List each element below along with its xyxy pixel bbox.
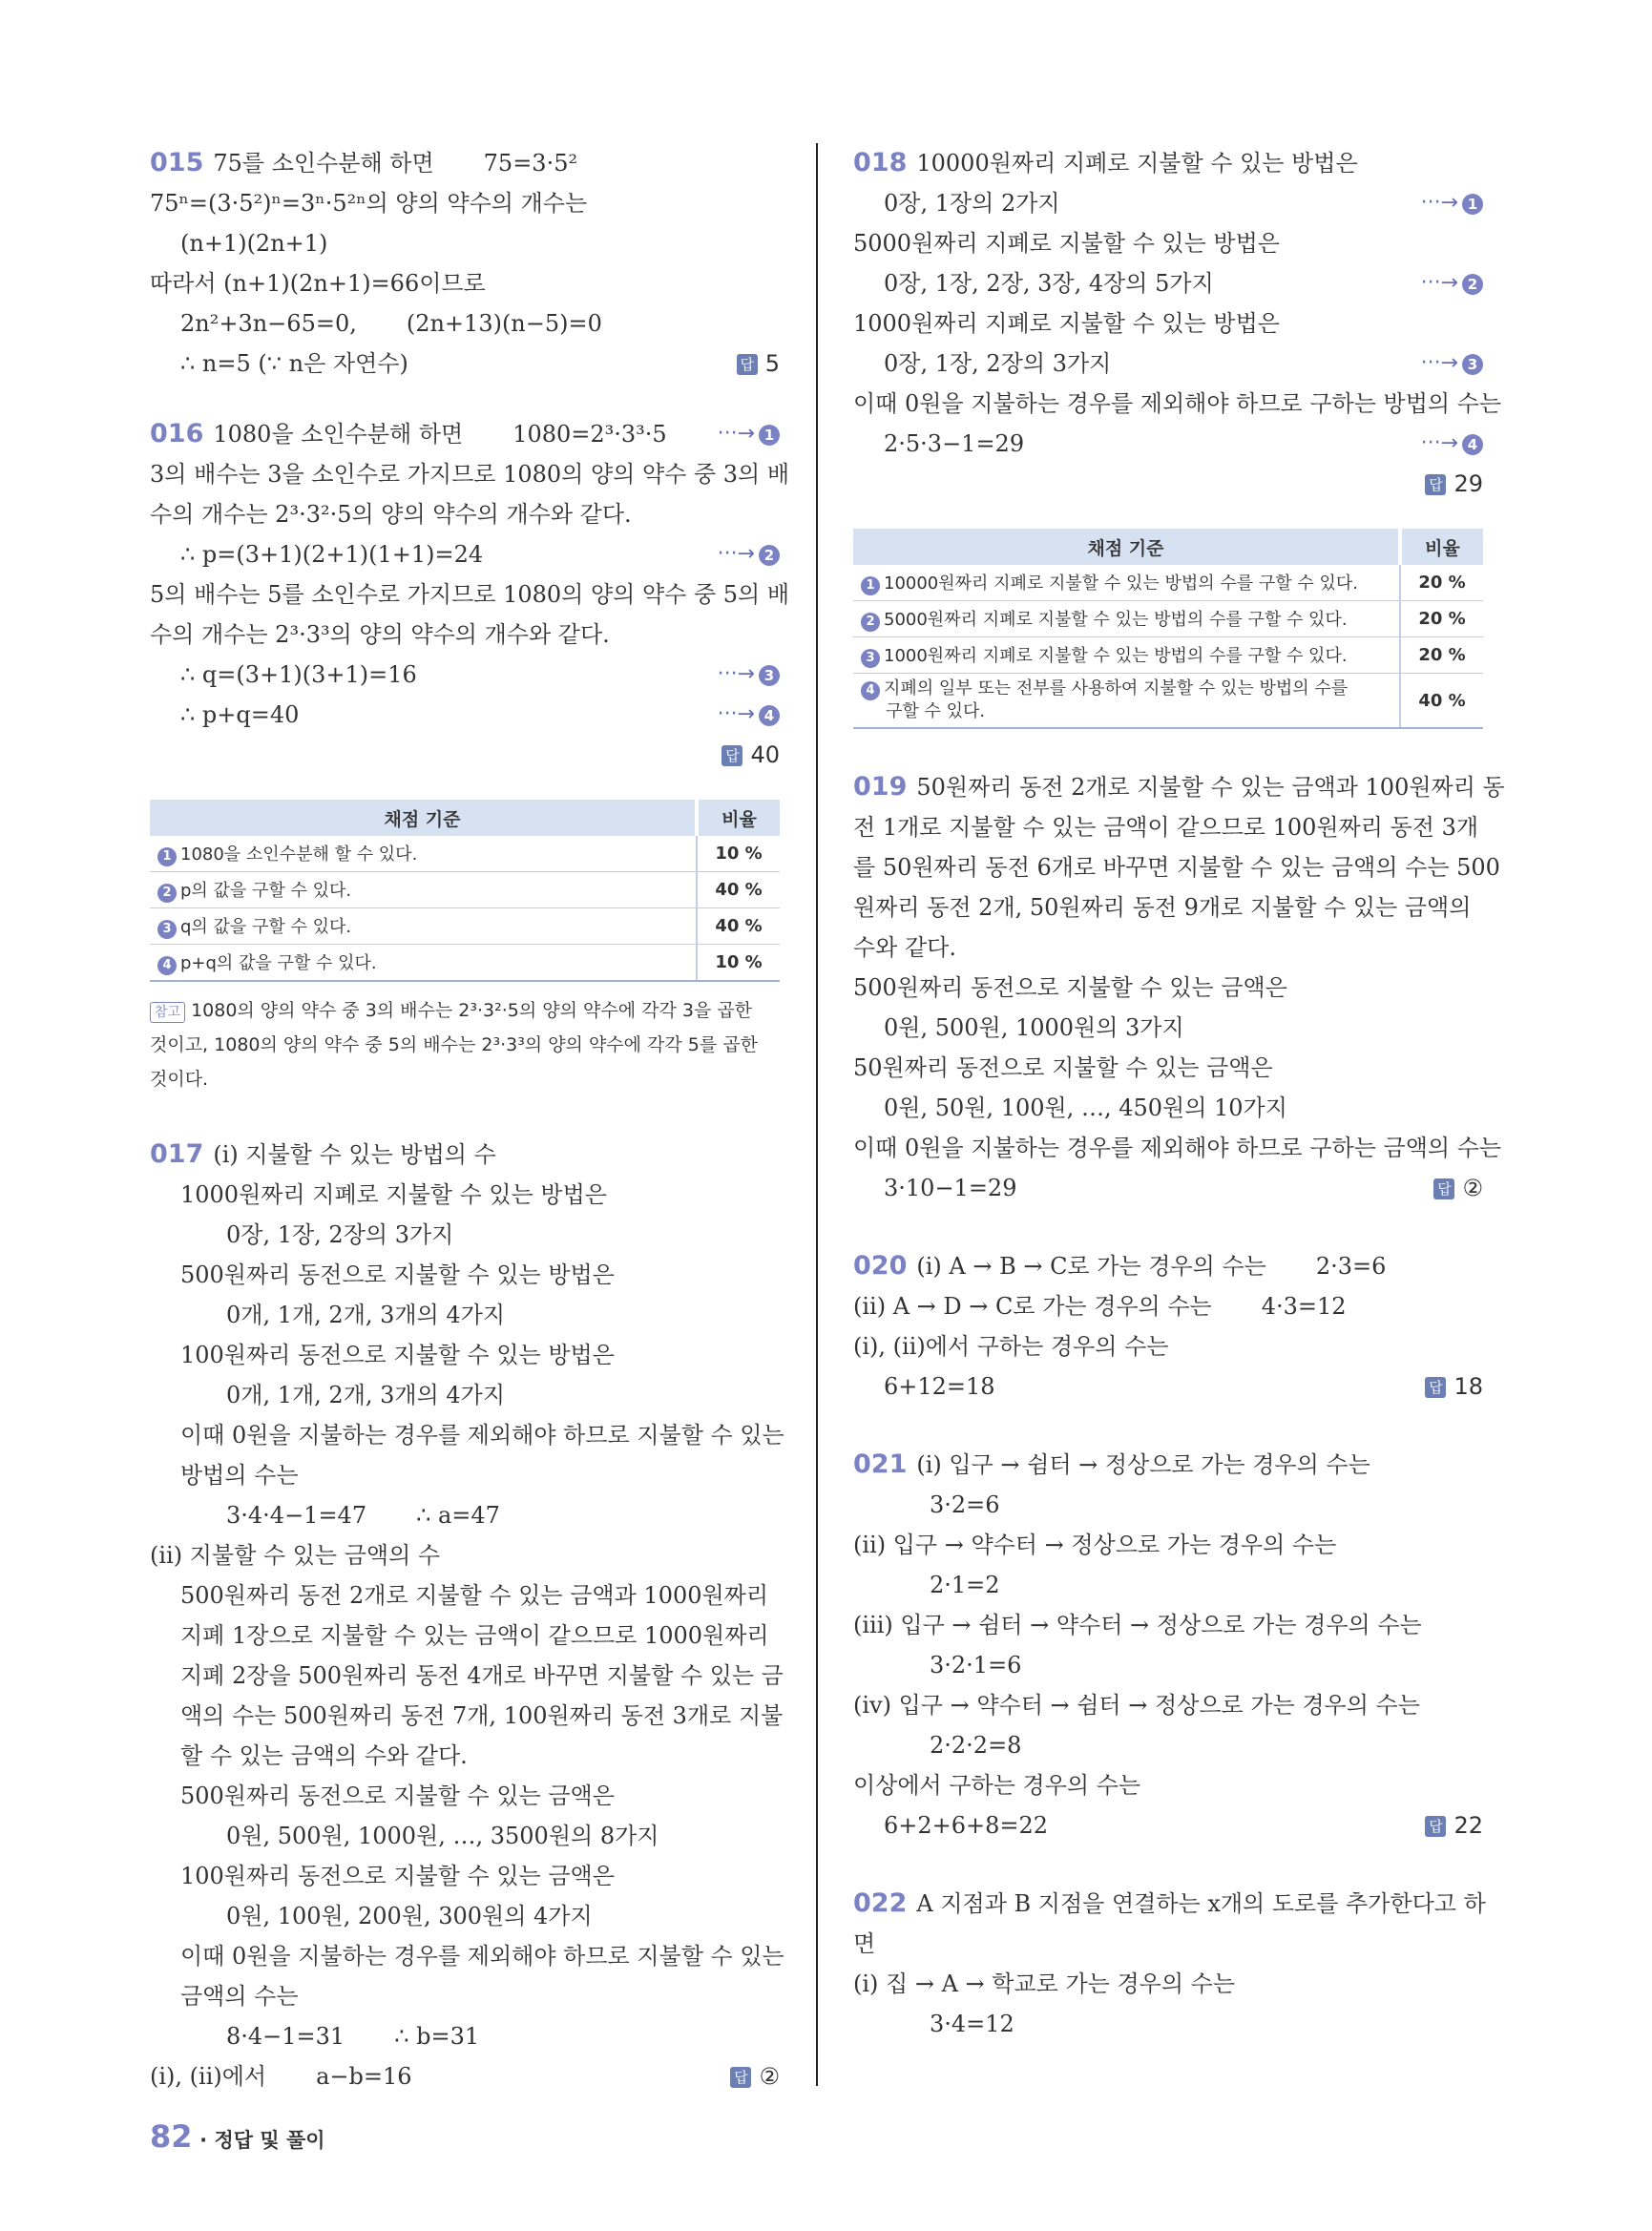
- reference-note: 참고 1080의 양의 약수 중 3의 배수는 2³·3²·5의 양의 약수에 각각 3을 곱한 것이고, 1080의 양의 약수 중 5의 배수는 2³·3³의 양의 약수에 각각 5를 곱한 것이다.: [150, 1000, 758, 1090]
- conclusion: ∴ b=31: [394, 2023, 480, 2050]
- text-line: 이상에서 구하는 경우의 수는: [853, 1772, 1141, 1799]
- text-line: (ⅰ) 집 → A → 학교로 가는 경우의 수는: [853, 1970, 1236, 1997]
- table-row: 1 10000원짜리 지폐로 지불할 수 있는 방법의 수를 구할 수 있다. 20 %: [853, 565, 1483, 601]
- text-line: 지폐 2장을 500원짜리 동전 4개로 바꾸면 지불할 수 있는 금: [180, 1662, 784, 1689]
- equation: ∴ p=(3+1)(2+1)(1+1)=24: [180, 541, 484, 568]
- text-line: 0원, 50원, 100원, …, 450원의 10가지: [884, 1095, 1287, 1121]
- text-line: 액의 수는 500원짜리 동전 7개, 100원짜리 동전 3개로 지불: [180, 1702, 784, 1729]
- table-row: 2 p의 값을 구할 수 있다. 40 %: [150, 872, 780, 908]
- table-header: 비율: [1400, 529, 1483, 565]
- text-line: 0장, 1장, 2장의 3가지: [226, 1221, 454, 1248]
- text-line: (ⅱ) A → D → C로 가는 경우의 수는: [853, 1293, 1212, 1320]
- step-marker-3: ···→ 3: [1421, 344, 1483, 384]
- text-line: 수의 개수는 2³·3²·5의 양의 약수의 개수와 같다.: [150, 501, 632, 528]
- text-line: (ⅰ), (ⅱ)에서: [150, 2063, 267, 2090]
- problem-015: [150, 143, 780, 384]
- equation: ∴ q=(3+1)(3+1)=16: [180, 661, 417, 688]
- step-marker-4: ···→ 4: [1421, 424, 1483, 464]
- text-line: 500원짜리 동전으로 지불할 수 있는 금액은: [180, 1783, 615, 1809]
- answer: 답 29: [1425, 464, 1483, 504]
- text-line: (ⅱ) 입구 → 약수터 → 정상으로 가는 경우의 수는: [853, 1532, 1337, 1558]
- text-line: 할 수 있는 금액의 수와 같다.: [180, 1742, 468, 1769]
- text-line: (ⅰ) 입구 → 쉼터 → 정상으로 가는 경우의 수는: [916, 1451, 1370, 1478]
- text-line: A 지점과 B 지점을 연결하는 x개의 도로를 추가한다고 하: [916, 1890, 1486, 1917]
- text-line: 금액의 수는: [180, 1983, 299, 2010]
- answer: 답 22: [1425, 1805, 1483, 1845]
- table-row: 3 1000원짜리 지폐로 지불할 수 있는 방법의 수를 구할 수 있다. 20 %: [853, 637, 1483, 674]
- text-line: 이때 0원을 지불하는 경우를 제외해야 하므로 지불할 수 있는: [180, 1422, 784, 1449]
- equation: 2·5·3−1=29: [884, 430, 1025, 457]
- problem-020: [853, 1246, 1483, 1407]
- problem-number: 015: [150, 148, 204, 177]
- step-marker-3: ···→ 3: [718, 655, 780, 695]
- text-line: 5의 배수는 5를 소인수로 가지므로 1080의 양의 약수 중 5의 배: [150, 581, 790, 608]
- problem-019: [853, 767, 1505, 1208]
- column-divider: [816, 143, 818, 2086]
- step-marker-1: ···→ 1: [718, 414, 780, 454]
- text-line: 1080을 소인수분해 하면: [213, 421, 464, 448]
- text-line: 10000원짜리 지폐로 지불할 수 있는 방법은: [916, 150, 1358, 177]
- problem-number: 021: [853, 1449, 908, 1479]
- step-marker-1: ···→ 1: [1421, 183, 1483, 223]
- text-line: 50원짜리 동전으로 지불할 수 있는 금액은: [853, 1054, 1273, 1081]
- problem-number: 018: [853, 148, 908, 177]
- equation: (n+1)(2n+1): [180, 230, 328, 257]
- problem-number: 016: [150, 419, 204, 448]
- answer: 답 ②: [1433, 1168, 1483, 1208]
- footer-title: 정답 및 풀이: [214, 2129, 325, 2152]
- text-line: 수와 같다.: [853, 934, 956, 961]
- text-line: 500원짜리 동전으로 지불할 수 있는 금액은: [853, 974, 1287, 1001]
- answer-icon: 답: [737, 354, 758, 375]
- text-line: 지폐 1장으로 지불할 수 있는 금액이 같으므로 1000원짜리: [180, 1622, 769, 1649]
- text-line: 이때 0원을 지불하는 경우를 제외해야 하므로 구하는 방법의 수는: [853, 390, 1502, 417]
- text-line: 를 50원짜리 동전 6개로 바꾸면 지불할 수 있는 금액의 수는 500: [853, 854, 1500, 881]
- answer: 답 18: [1425, 1366, 1483, 1407]
- problem-018: [853, 143, 1502, 729]
- equation: 6+12=18: [884, 1373, 995, 1400]
- note-tag: 참고: [150, 1002, 185, 1023]
- page-number: 82: [150, 2118, 193, 2155]
- problem-022: [853, 1884, 1486, 2044]
- text-line: 0장, 1장의 2가지: [884, 190, 1060, 217]
- step-marker-2: ···→ 2: [1421, 263, 1483, 303]
- problem-016: [150, 414, 790, 1096]
- text-line: 500원짜리 동전 2개로 지불할 수 있는 금액과 1000원짜리: [180, 1582, 769, 1609]
- text-line: 이때 0원을 지불하는 경우를 제외해야 하므로 구하는 금액의 수는: [853, 1135, 1502, 1161]
- text-line: 5000원짜리 지폐로 지불할 수 있는 방법은: [853, 230, 1280, 257]
- equation: (2n+13)(n−5)=0: [406, 310, 602, 337]
- table-row: 3 q의 값을 구할 수 있다. 40 %: [150, 908, 780, 945]
- answer-icon: 답: [730, 2067, 751, 2088]
- equation: 3·2·1=6: [930, 1652, 1022, 1678]
- text-line: 원짜리 동전 2개, 50원짜리 동전 9개로 지불할 수 있는 금액의: [853, 894, 1472, 921]
- text-line: 0장, 1장, 2장, 3장, 4장의 5가지: [884, 270, 1214, 297]
- text-line: 100원짜리 동전으로 지불할 수 있는 금액은: [180, 1863, 615, 1889]
- equation: 2n²+3n−65=0,: [180, 310, 357, 337]
- equation: 6+2+6+8=22: [884, 1812, 1049, 1839]
- text-line: 75ⁿ=(3·5²)ⁿ=3ⁿ·5²ⁿ의 양의 약수의 개수는: [150, 190, 588, 217]
- right-column: [853, 143, 1505, 2044]
- text-line: 면: [853, 1930, 876, 1957]
- text-line: 500원짜리 동전으로 지불할 수 있는 방법은: [180, 1261, 615, 1288]
- text-line: (ⅲ) 입구 → 쉼터 → 약수터 → 정상으로 가는 경우의 수는: [853, 1612, 1422, 1638]
- answer-icon: 답: [1433, 1178, 1454, 1199]
- text-line: 0장, 1장, 2장의 3가지: [884, 350, 1112, 377]
- answer-icon: 답: [1425, 1377, 1446, 1398]
- answer: 답 ②: [730, 2056, 780, 2096]
- equation: 75=3·5²: [483, 150, 578, 177]
- text-line: (ⅰ) A → B → C로 가는 경우의 수는: [916, 1253, 1266, 1280]
- table-header: 채점 기준: [853, 529, 1400, 565]
- equation: 4·3=12: [1261, 1293, 1347, 1320]
- problem-number: 020: [853, 1251, 908, 1281]
- text-line: 50원짜리 동전 2개로 지불할 수 있는 금액과 100원짜리 동: [916, 774, 1505, 801]
- text-line: 75를 소인수분해 하면: [213, 150, 434, 177]
- text-line: 이때 0원을 지불하는 경우를 제외해야 하므로 지불할 수 있는: [180, 1943, 784, 1970]
- equation: 2·2·2=8: [930, 1732, 1022, 1759]
- equation: a−b=16: [316, 2063, 412, 2090]
- equation: 3·10−1=29: [884, 1175, 1017, 1201]
- problem-number: 019: [853, 772, 908, 802]
- text-line: 1000원짜리 지폐로 지불할 수 있는 방법은: [180, 1181, 607, 1208]
- conclusion: ∴ n=5 (∵ n은 자연수): [180, 350, 408, 377]
- left-column: [150, 143, 790, 2096]
- grading-table: [853, 529, 1483, 729]
- table-header: 비율: [697, 800, 780, 836]
- text-line: 따라서 (n+1)(2n+1)=66이므로: [150, 270, 486, 297]
- equation: 2·3=6: [1315, 1253, 1387, 1280]
- table-row: 1 1080을 소인수분해 할 수 있다. 10 %: [150, 836, 780, 872]
- answer-icon: 답: [1425, 1816, 1446, 1837]
- text-line: 전 1개로 지불할 수 있는 금액이 같으므로 100원짜리 동전 3개: [853, 814, 1479, 841]
- equation: 3·4·4−1=47: [226, 1502, 367, 1529]
- problem-021: [853, 1445, 1483, 1845]
- text-line: 0원, 100원, 200원, 300원의 4가지: [226, 1903, 593, 1929]
- text-line: (ⅱ) 지불할 수 있는 금액의 수: [150, 1542, 441, 1569]
- text-line: 0개, 1개, 2개, 3개의 4가지: [226, 1382, 506, 1408]
- equation: 3·2=6: [930, 1491, 1000, 1518]
- answer: 답 40: [721, 735, 780, 775]
- step-marker-2: ···→ 2: [718, 534, 780, 574]
- table-row: 4 p+q의 값을 구할 수 있다. 10 %: [150, 945, 780, 982]
- text-line: 방법의 수는: [180, 1462, 299, 1489]
- page-footer: 82 · 정답 및 풀이: [150, 2118, 325, 2155]
- answer-icon: 답: [721, 745, 742, 766]
- answer-icon: 답: [1425, 474, 1446, 495]
- text-line: 0원, 500원, 1000원의 3가지: [884, 1014, 1184, 1041]
- text-line: (ⅰ) 지불할 수 있는 방법의 수: [213, 1141, 496, 1168]
- text-line: (ⅰ), (ⅱ)에서 구하는 경우의 수는: [853, 1333, 1169, 1360]
- problem-number: 017: [150, 1139, 204, 1169]
- text-line: 1000원짜리 지폐로 지불할 수 있는 방법은: [853, 310, 1280, 337]
- text-line: 수의 개수는 2³·3³의 양의 약수의 개수와 같다.: [150, 621, 610, 648]
- table-row: 2 5000원짜리 지폐로 지불할 수 있는 방법의 수를 구할 수 있다. 20 %: [853, 601, 1483, 637]
- text-line: 100원짜리 동전으로 지불할 수 있는 방법은: [180, 1342, 615, 1368]
- text-line: 0원, 500원, 1000원, …, 3500원의 8가지: [226, 1823, 659, 1849]
- equation: ∴ p+q=40: [180, 701, 300, 728]
- step-marker-4: ···→ 4: [718, 695, 780, 735]
- text-line: (ⅳ) 입구 → 약수터 → 쉼터 → 정상으로 가는 경우의 수는: [853, 1692, 1420, 1719]
- table-row: 4 지폐의 일부 또는 전부를 사용하여 지불할 수 있는 방법의 수를 구할 수 있다. 40 %: [853, 674, 1483, 729]
- equation: 2·1=2: [930, 1572, 1000, 1598]
- problem-017: [150, 1135, 784, 2096]
- equation: 1080=2³·3³·5: [512, 421, 667, 448]
- problem-number: 022: [853, 1888, 908, 1918]
- answer: 답 5: [737, 344, 780, 384]
- table-header: 채점 기준: [150, 800, 697, 836]
- grading-table: [150, 800, 780, 982]
- equation: 8·4−1=31: [226, 2023, 345, 2050]
- text-line: 0개, 1개, 2개, 3개의 4가지: [226, 1302, 506, 1328]
- conclusion: ∴ a=47: [416, 1502, 500, 1529]
- text-line: 3의 배수는 3을 소인수로 가지므로 1080의 양의 약수 중 3의 배: [150, 461, 790, 488]
- equation: 3·4=12: [930, 2011, 1014, 2037]
